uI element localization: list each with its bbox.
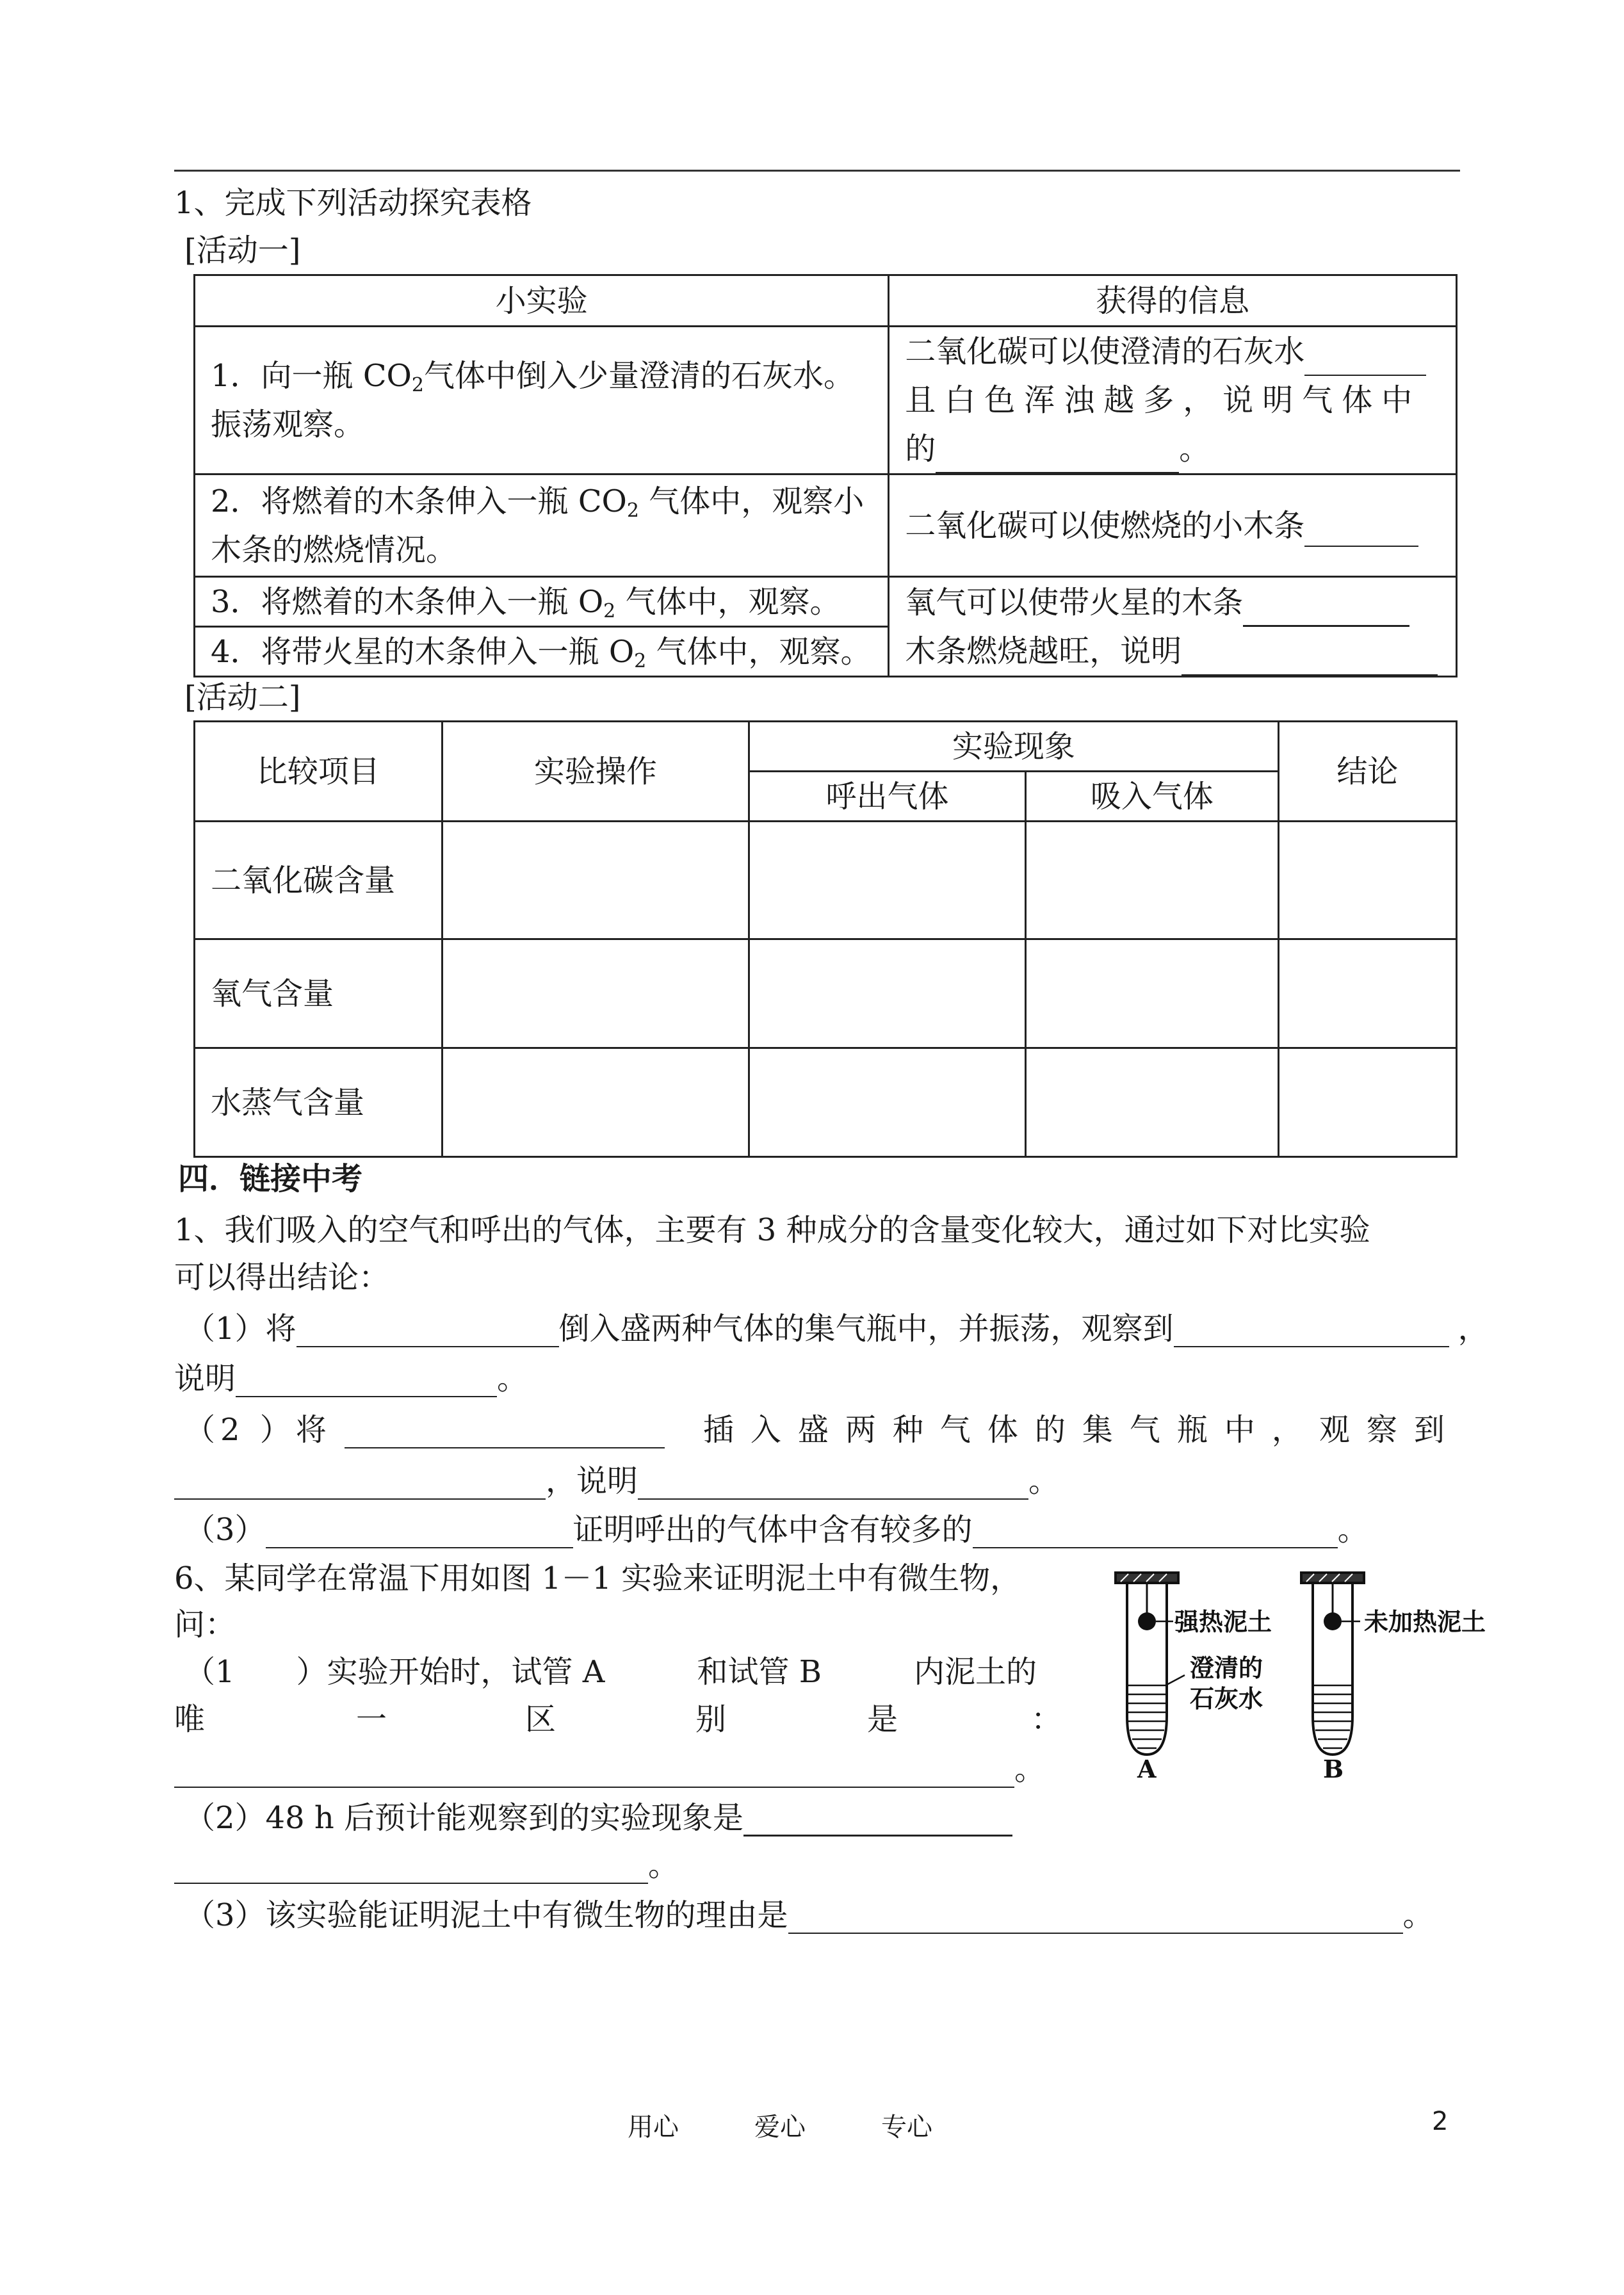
activity-1-label: [活动一] [184, 232, 301, 268]
q6-sub1-answer: 。 [174, 1751, 1045, 1788]
q6-sub3: （3）该实验能证明泥土中有微生物的理由是 。 [184, 1897, 1434, 1933]
cell[interactable] [1026, 822, 1279, 939]
cell[interactable] [442, 822, 749, 939]
blank[interactable] [174, 1758, 1014, 1788]
activity-2-label: [活动二] [184, 679, 301, 715]
blank[interactable] [266, 1519, 573, 1548]
q6-sub1-cont-6: ： [1031, 1701, 1062, 1737]
blank[interactable] [174, 1470, 546, 1500]
row-water: 水蒸气含量 [195, 1048, 443, 1157]
q1-line2: 可以得出结论： [174, 1260, 390, 1295]
q6-sub1: （1 ）实验开始时，试管 A 和试管 B 内泥土的 [184, 1654, 1037, 1690]
row4-experiment: 4．将带火星的木条伸入一瓶 $O_2$ 气体中，观察。 [195, 627, 889, 677]
label-limewater-2: 石灰水 [1190, 1685, 1263, 1713]
footer-word-1: 用心 [628, 2113, 679, 2142]
blank[interactable] [638, 1470, 1028, 1500]
test-tube-figure [1101, 1562, 1524, 1780]
blank[interactable] [1181, 646, 1438, 676]
q6-sub1-cont-3: 区 [525, 1701, 556, 1737]
blank[interactable] [973, 1519, 1338, 1548]
header-operation: 实验操作 [442, 722, 749, 822]
blank[interactable] [1304, 346, 1426, 376]
q1-part3: （3） 证明呼出的气体中含有较多的 。 [184, 1512, 1368, 1548]
footer-word-2: 爱心 [754, 2113, 806, 2142]
blank[interactable] [345, 1419, 665, 1448]
cell[interactable] [1278, 822, 1456, 939]
row2-experiment: 2．将燃着的木条伸入一瓶 $CO_2$ 气体中，观察小 木条的燃烧情况。 [195, 474, 889, 577]
blank[interactable] [296, 1318, 559, 1347]
cell[interactable] [1278, 1048, 1456, 1157]
cell[interactable] [442, 1048, 749, 1157]
row-co2: 二氧化碳含量 [195, 822, 443, 939]
footer-word-3: 专心 [881, 2113, 932, 2142]
cell[interactable] [749, 822, 1026, 939]
cell[interactable] [1026, 1048, 1279, 1157]
section-4-title: 四．链接中考 [178, 1161, 363, 1197]
row3-4-info: 氧气可以使带火星的木条 木条燃烧越旺，说明 [889, 577, 1457, 677]
activity-2-table [193, 720, 1458, 1158]
label-tube-b: B [1323, 1755, 1344, 1780]
blank[interactable] [174, 1854, 648, 1884]
label-limewater-1: 澄清的 [1190, 1654, 1263, 1682]
label-unheated-soil: 未加热泥土 [1364, 1608, 1486, 1636]
q1-part2-cont: ，说明 。 [174, 1463, 1059, 1500]
q1-line1: 1、我们吸入的空气和呼出的气体，主要有 3 种成分的含量变化较大，通过如下对比实验 [174, 1212, 1370, 1248]
blank[interactable] [1243, 597, 1409, 627]
q1-part1: （1）将 倒入盛两种气体的集气瓶中，并振荡，观察到 ， [184, 1311, 1489, 1347]
row1-experiment: 1．向一瓶 $CO_2$气体中倒入少量澄清的石灰水。 振荡观察。 [195, 327, 889, 474]
q1-part2: （2 ）将 插入盛两种气体的集气瓶中，观察到 [184, 1412, 1461, 1448]
q1-part1-cont: 说明 。 [174, 1361, 528, 1397]
row3-experiment: 3．将燃着的木条伸入一瓶 $O_2$ 气体中，观察。 [195, 577, 889, 627]
label-tube-a: A [1137, 1755, 1157, 1780]
header-inhaled: 吸入气体 [1026, 772, 1279, 822]
header-phenomenon: 实验现象 [749, 722, 1279, 772]
q6-sub1-cont-4: 别 [695, 1701, 727, 1737]
cell[interactable] [749, 1048, 1026, 1157]
blank[interactable] [743, 1806, 1012, 1837]
cell[interactable] [1278, 939, 1456, 1048]
blank[interactable] [788, 1904, 1403, 1934]
blank[interactable] [1304, 517, 1418, 547]
q6-sub1-cont-5: 是 [867, 1701, 898, 1737]
q6-sub1-cont-2: 一 [356, 1701, 387, 1737]
row-o2: 氧气含量 [195, 939, 443, 1048]
label-heated-soil: 强热泥土 [1174, 1608, 1272, 1636]
cell[interactable] [1026, 939, 1279, 1048]
header-conclusion: 结论 [1278, 722, 1456, 822]
q6-line1: 6、某同学在常温下用如图 1－1 实验来证明泥土中有微生物， [174, 1561, 1021, 1596]
q6-sub2: （2）48 h 后预计能观察到的实验现象是 [184, 1799, 1012, 1837]
q6-sub2-cont: 。 [174, 1847, 679, 1884]
cell[interactable] [749, 939, 1026, 1048]
page-number: 2 [1432, 2107, 1449, 2136]
cell[interactable] [442, 939, 749, 1048]
question-1-title: 1、完成下列活动探究表格 [174, 185, 532, 221]
header-rule [174, 170, 1460, 172]
header-item: 比较项目 [195, 722, 443, 822]
blank[interactable] [236, 1368, 497, 1397]
activity-1-table [193, 274, 1458, 677]
blank[interactable] [936, 444, 1179, 473]
row2-info: 二氧化碳可以使燃烧的小木条 [889, 474, 1457, 577]
q6-line2: 问： [174, 1607, 236, 1642]
blank[interactable] [1174, 1318, 1449, 1347]
header-info: 获得的信息 [889, 275, 1457, 327]
row1-info: 二氧化碳可以使澄清的石灰水 且白色浑浊越多，说明气体中 的 。 [889, 327, 1457, 474]
q6-sub1-cont-1: 唯 [174, 1701, 206, 1737]
header-exhaled: 呼出气体 [749, 772, 1026, 822]
header-experiment: 小实验 [195, 275, 889, 327]
